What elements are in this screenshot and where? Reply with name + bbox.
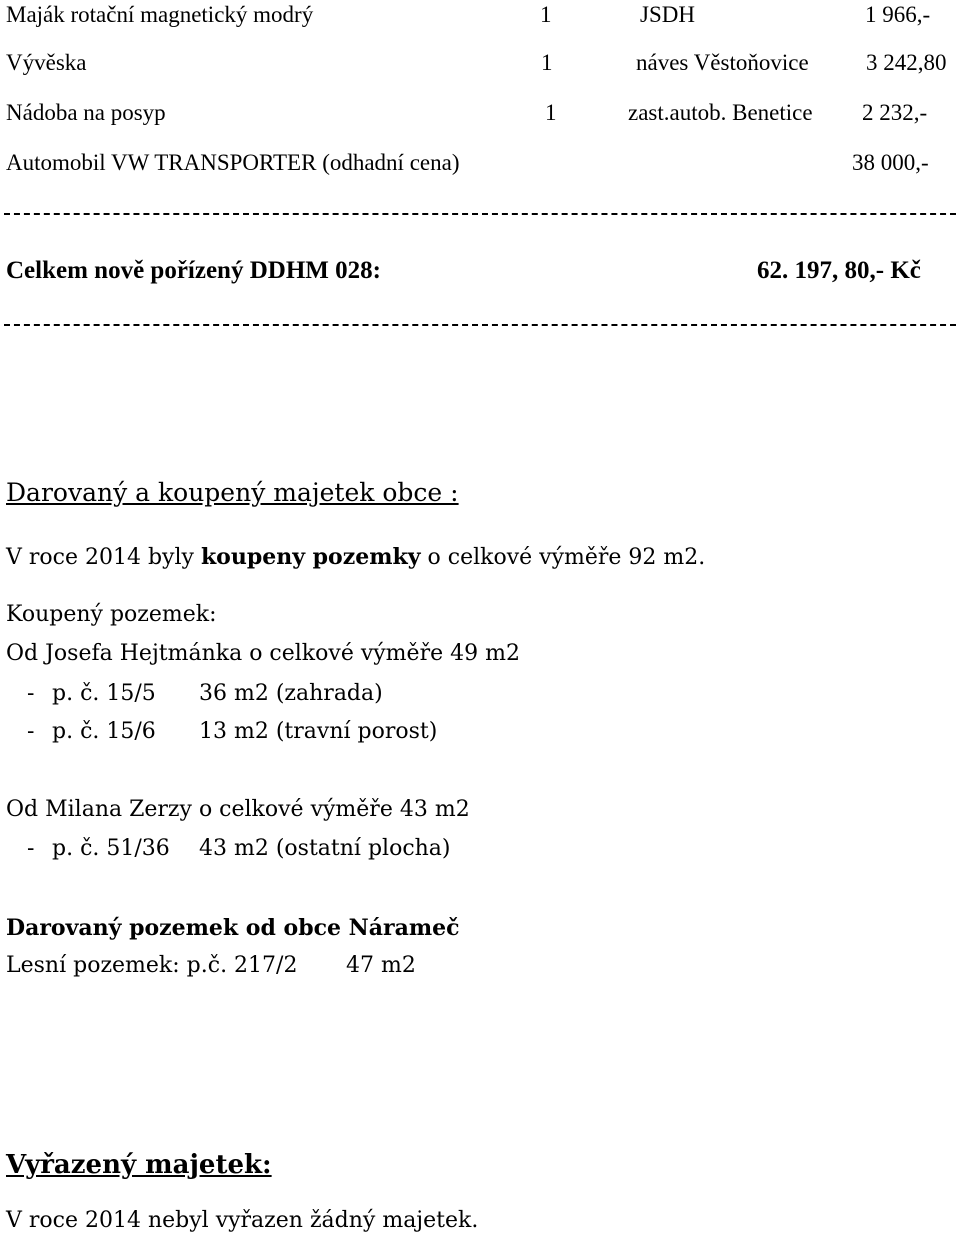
item-qty: 1 bbox=[541, 50, 553, 75]
item-location: zast.autob. Benetice bbox=[628, 100, 813, 125]
discarded-text: V roce 2014 nebyl vyřazen žádný majetek. bbox=[6, 1208, 479, 1233]
intro-bold-text: koupeny pozemky bbox=[200, 544, 421, 570]
section-heading-donated: Darovaný a koupený majetek obce : bbox=[6, 478, 459, 507]
parcel-number: p. č. 51/36 bbox=[52, 836, 170, 861]
item-price: 1 966,- bbox=[865, 2, 931, 27]
intro-paragraph bbox=[6, 546, 705, 569]
group-title: Od Josefa Hejtmánka o celkové výměře 49 m2 bbox=[6, 641, 520, 666]
item-price: 2 232,- bbox=[862, 100, 928, 125]
item-qty: 1 bbox=[545, 100, 557, 125]
bullet-dash: - bbox=[27, 719, 35, 744]
forest-area: 47 m2 bbox=[346, 953, 416, 978]
total-label: Celkem nově pořízený DDHM 028: bbox=[6, 257, 381, 284]
item-qty: 1 bbox=[540, 2, 552, 27]
bullet-dash: - bbox=[27, 681, 35, 706]
item-name: Automobil VW TRANSPORTER (odhadní cena) bbox=[6, 150, 460, 175]
gift-title: Darovaný pozemek od obce Nárameč bbox=[6, 915, 460, 941]
group-title: Od Milana Zerzy o celkové výměře 43 m2 bbox=[6, 797, 470, 822]
parcel-number: p. č. 15/5 bbox=[52, 681, 156, 706]
parcel-detail: 43 m2 (ostatní plocha) bbox=[199, 836, 451, 861]
intro-text: V roce 2014 byly bbox=[6, 545, 201, 570]
dashed-separator bbox=[4, 213, 956, 215]
intro-text-end: o celkové výměře 92 m2. bbox=[420, 545, 706, 570]
item-name: Vývěska bbox=[6, 50, 87, 75]
parcel-detail: 13 m2 (travní porost) bbox=[199, 719, 438, 744]
total-value: 62. 197, 80,- Kč bbox=[757, 257, 921, 284]
item-location: náves Věstoňovice bbox=[636, 50, 809, 75]
dashed-separator bbox=[4, 324, 956, 326]
item-name: Nádoba na posyp bbox=[6, 100, 166, 125]
item-name: Maják rotační magnetický modrý bbox=[6, 2, 314, 27]
item-location: JSDH bbox=[640, 2, 695, 27]
forest-label: Lesní pozemek: p.č. 217/2 bbox=[6, 953, 298, 978]
item-price: 3 242,80 bbox=[866, 50, 947, 75]
parcel-detail: 36 m2 (zahrada) bbox=[199, 681, 383, 706]
parcel-number: p. č. 15/6 bbox=[52, 719, 156, 744]
bought-title: Koupený pozemek: bbox=[6, 602, 217, 627]
item-price: 38 000,- bbox=[852, 150, 929, 175]
bullet-dash: - bbox=[27, 836, 35, 861]
section-heading-discarded: Vyřazený majetek: bbox=[6, 1150, 272, 1180]
